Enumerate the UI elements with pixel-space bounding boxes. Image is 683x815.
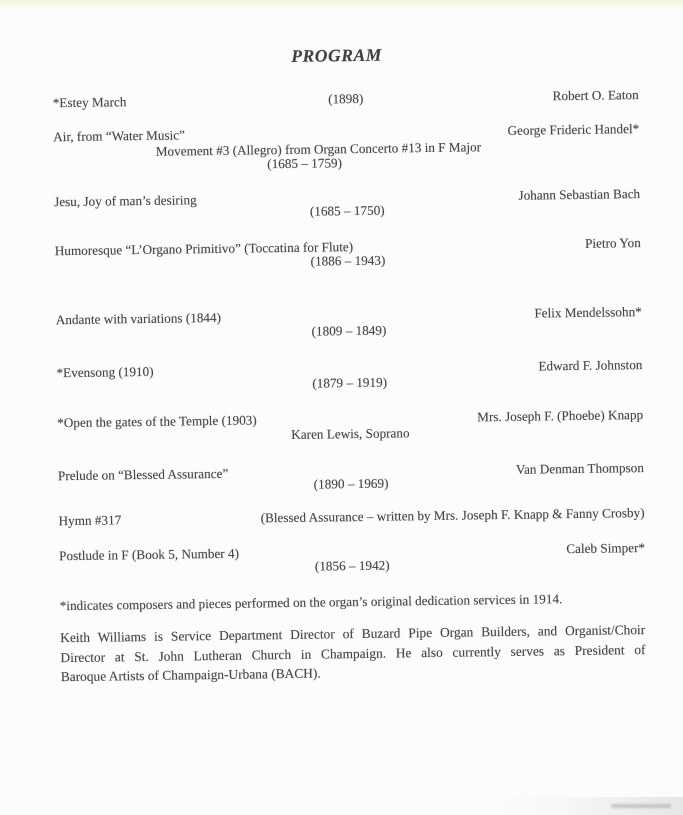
program-entry-row [53, 87, 639, 111]
scan-bottom-dash-artifact [611, 804, 671, 808]
piece-title: Humoresque “L’Organo Primitivo” (Toccatina for Flute) [54, 239, 354, 259]
life-dates: (1685 – 1759) [267, 155, 343, 172]
performer-note: Karen Lewis, Soprano [291, 425, 410, 442]
bio-line-3: Baroque Artists of Champaign-Urbana (BACH). [60, 665, 321, 685]
composer-name: Robert O. Eaton [552, 87, 639, 104]
life-dates: (1809 – 1849) [311, 322, 387, 339]
program-entry-row [58, 505, 644, 529]
piece-title: Postlude in F (Book 5, Number 4) [58, 545, 240, 564]
piece-title: *Open the gates of the Temple (1903) [57, 412, 257, 431]
composer-name: Caleb Simper* [566, 540, 646, 557]
asterisk-footnote: *indicates composers and pieces performed on the organ’s original dedication services in 1914. [59, 591, 563, 614]
life-dates: (1685 – 1750) [309, 202, 385, 219]
life-dates: (1879 – 1919) [312, 374, 388, 391]
hymn-note: (Blessed Assurance – written by Mrs. Joseph F. Knapp & Fanny Crosby) [260, 505, 645, 526]
bio-paragraph [60, 620, 646, 687]
piece-title: Air, from “Water Music” [53, 127, 186, 145]
life-dates: (1886 – 1943) [310, 252, 386, 269]
life-dates: (1856 – 1942) [314, 557, 390, 574]
page-title: PROGRAM [291, 44, 383, 66]
movement-note: Movement #3 (Allegro) from Organ Concerto #13 in F Major [155, 139, 482, 159]
piece-title: Andante with variations (1844) [55, 309, 222, 328]
composer-name: Felix Mendelssohn* [534, 304, 642, 321]
life-dates: (1890 – 1969) [313, 475, 389, 492]
bio-line-1: Keith Williams is Service Department Director of Buzard Pipe Organ Builders, and Organist/Choir [60, 622, 646, 646]
composer-name: Pietro Yon [584, 235, 641, 251]
piece-title: Prelude on “Blessed Assurance” [57, 465, 229, 484]
piece-date-inline: (1898) [328, 90, 364, 107]
bio-line-2: Director at St. John Lutheran Church in Champaign. He also currently serves as President of [60, 641, 646, 665]
piece-title: *Estey March [52, 94, 127, 111]
piece-title: *Evensong (1910) [56, 363, 154, 381]
composer-name: Van Denman Thompson [515, 460, 645, 477]
piece-title: Jesu, Joy of man’s desiring [54, 192, 197, 210]
composer-name: Johann Sebastian Bach [518, 186, 641, 203]
composer-name: George Frideric Handel* [507, 121, 640, 138]
composer-name: Mrs. Joseph F. (Phoebe) Knapp [477, 407, 644, 425]
composer-name: Edward F. Johnston [538, 357, 643, 374]
piece-title: Hymn #317 [58, 512, 122, 529]
